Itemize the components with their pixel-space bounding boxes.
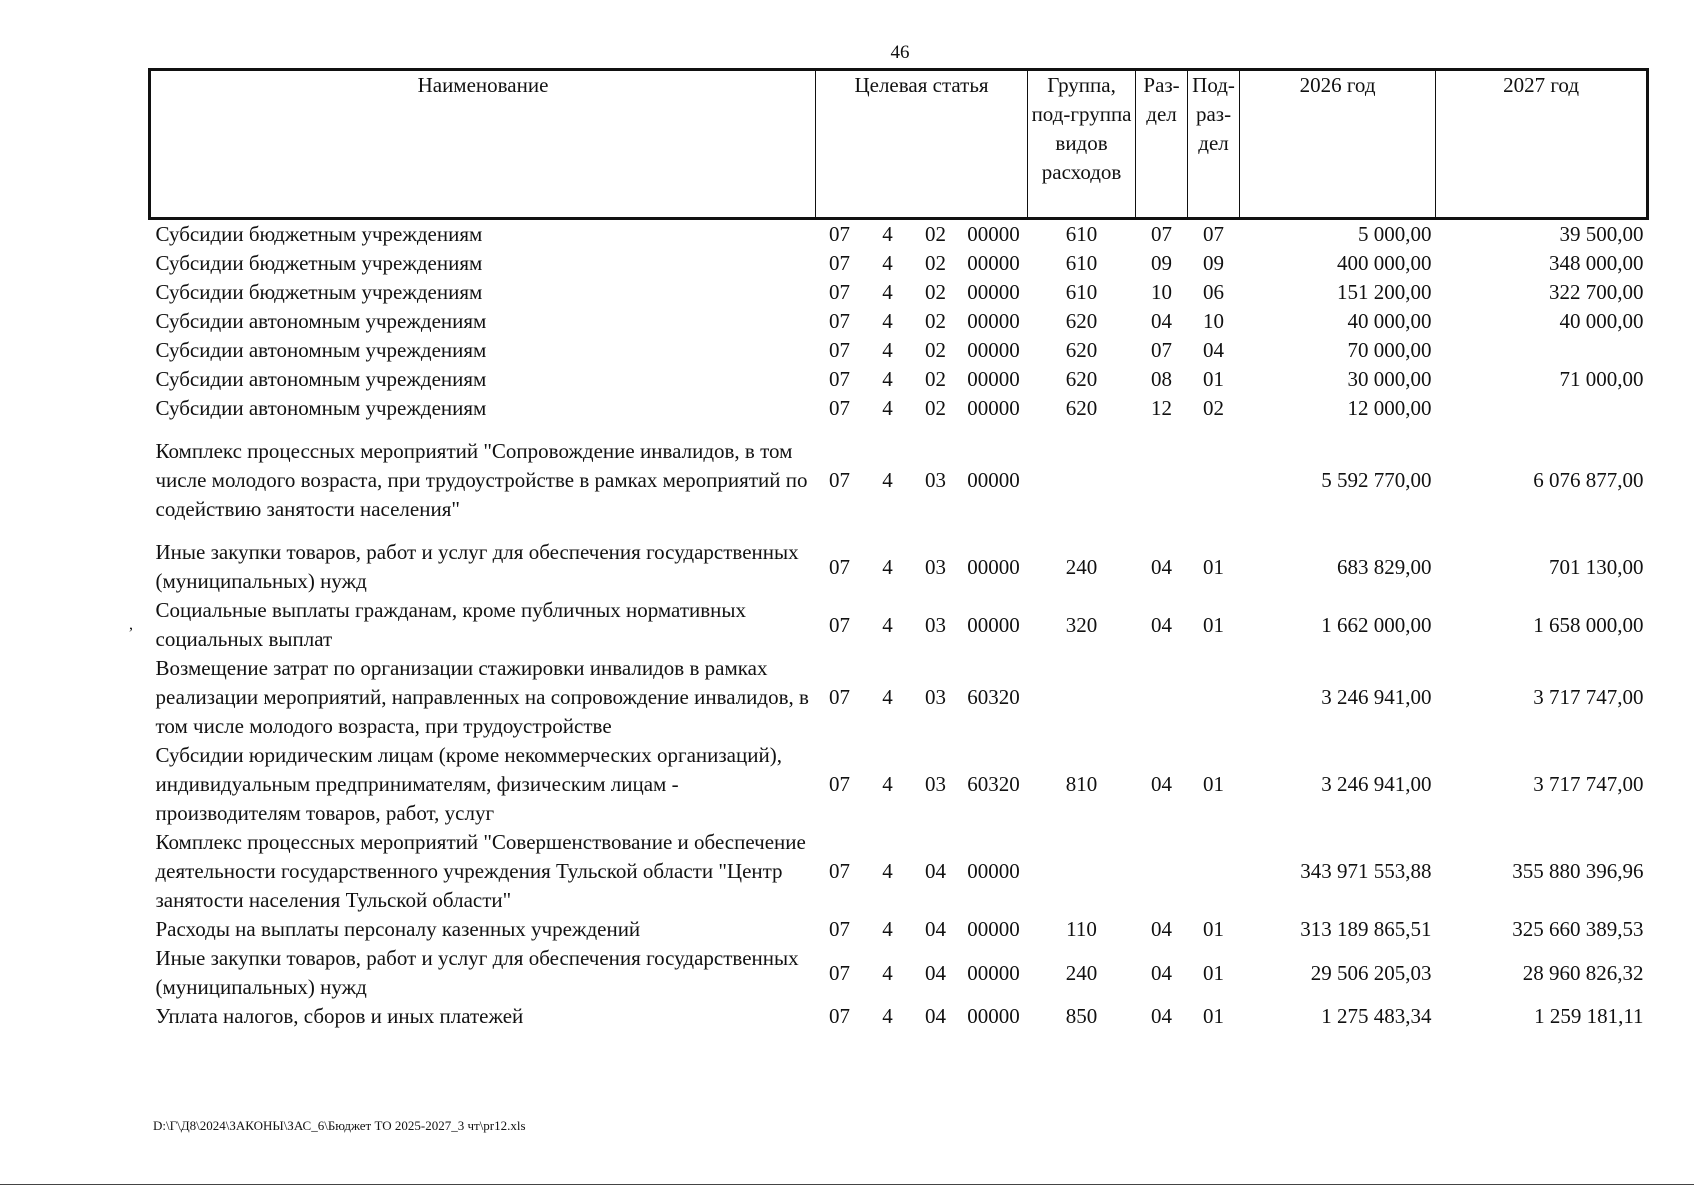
cell-target-complex: 02 xyxy=(925,367,946,391)
cell-section: 08 xyxy=(1151,367,1173,391)
cell-target-type: 4 xyxy=(882,612,893,637)
cell-target-direction: 60320 xyxy=(967,685,1020,709)
cell-target-type: 4 xyxy=(882,309,893,333)
cell-target-program: 07 xyxy=(829,396,850,420)
cell-subsection: 02 xyxy=(1203,396,1225,420)
cell-name: Субсидии автономным учреждениям xyxy=(155,309,487,333)
cell-target-direction: 00000 xyxy=(967,367,1020,391)
cell-name: Субсидии автономным учреждениям xyxy=(155,396,487,420)
cell-target-type: 4 xyxy=(882,367,893,391)
cell-amount-2026: 313 189 865,51 xyxy=(1300,917,1432,941)
cell-name: Комплекс процессных мероприятий "Совершенствование и обеспечение деятельности государственного учреждения Тульской области "Центр занятости населения Тульской области" xyxy=(155,830,806,912)
table-row xyxy=(150,394,1648,423)
cell-expense-group: 620 xyxy=(1065,396,1098,420)
cell-section: 04 xyxy=(1151,960,1173,985)
cell-target-program: 07 xyxy=(829,554,850,579)
cell-amount-2027: 6 076 877,00 xyxy=(1533,468,1644,492)
cell-expense-group: 610 xyxy=(1065,280,1098,304)
cell-amount-2027: 71 000,00 xyxy=(1559,367,1644,391)
cell-amount-2026: 3 246 941,00 xyxy=(1321,772,1432,796)
cell-name: Субсидии бюджетным учреждениям xyxy=(155,222,483,246)
cell-section xyxy=(1136,654,1188,741)
table-row xyxy=(150,915,1648,944)
cell-amount-2026: 1 662 000,00 xyxy=(1321,612,1432,637)
cell-target-direction: 00000 xyxy=(967,309,1020,333)
cell-target-direction: 00000 xyxy=(967,222,1020,246)
cell-expense-group: 240 xyxy=(1065,960,1098,985)
cell-target-direction: 00000 xyxy=(967,917,1020,941)
cell-subsection: 10 xyxy=(1203,309,1225,333)
cell-amount-2026: 343 971 553,88 xyxy=(1300,859,1432,883)
cell-target-program: 07 xyxy=(829,960,850,985)
cell-expense-group: 610 xyxy=(1065,251,1098,275)
table-row xyxy=(150,219,1648,250)
table-row xyxy=(150,741,1648,828)
cell-expense-group: 320 xyxy=(1065,612,1098,637)
header-group: Группа, под-группа видов расходов xyxy=(1028,70,1136,219)
table-row xyxy=(150,596,1648,654)
budget-table xyxy=(148,68,1649,1031)
cell-target-type: 4 xyxy=(882,685,893,709)
cell-expense-group xyxy=(1028,423,1136,524)
table-row xyxy=(150,423,1648,524)
cell-subsection xyxy=(1188,828,1240,915)
cell-amount-2027: 1 658 000,00 xyxy=(1533,612,1644,637)
cell-subsection: 01 xyxy=(1203,1004,1225,1028)
header-name: Наименование xyxy=(150,70,816,219)
cell-target-complex: 03 xyxy=(925,554,946,579)
cell-amount-2026: 12 000,00 xyxy=(1347,396,1432,420)
cell-target-complex: 03 xyxy=(925,468,946,492)
cell-name: Социальные выплаты гражданам, кроме публичных нормативных социальных выплат xyxy=(155,598,747,651)
cell-subsection: 01 xyxy=(1203,772,1225,796)
cell-subsection: 01 xyxy=(1203,612,1225,637)
cell-name: Расходы на выплаты персоналу казенных учреждений xyxy=(155,917,641,941)
cell-amount-2027: 322 700,00 xyxy=(1549,280,1644,304)
cell-amount-2027 xyxy=(1436,336,1648,365)
header-year-2027: 2027 год xyxy=(1436,70,1648,219)
cell-subsection xyxy=(1188,654,1240,741)
cell-target-direction: 00000 xyxy=(967,554,1020,579)
cell-target-direction: 00000 xyxy=(967,396,1020,420)
cell-expense-group xyxy=(1028,654,1136,741)
cell-target-type: 4 xyxy=(882,554,893,579)
cell-target-complex: 04 xyxy=(925,859,946,883)
cell-target-program: 07 xyxy=(829,367,850,391)
cell-target-program: 07 xyxy=(829,1004,850,1028)
cell-section: 10 xyxy=(1151,280,1173,304)
cell-target-direction: 00000 xyxy=(967,468,1020,492)
cell-target-direction: 60320 xyxy=(967,772,1020,796)
header-subsection: Под-раз-дел xyxy=(1188,70,1240,219)
cell-amount-2026: 70 000,00 xyxy=(1347,338,1432,362)
bottom-rule xyxy=(0,1184,1694,1185)
table-row xyxy=(150,278,1648,307)
cell-target-complex: 02 xyxy=(925,251,946,275)
cell-section xyxy=(1136,828,1188,915)
header-section: Раз-дел xyxy=(1136,70,1188,219)
cell-target-type: 4 xyxy=(882,772,893,796)
cell-target-direction: 00000 xyxy=(967,338,1020,362)
cell-section: 09 xyxy=(1151,251,1173,275)
cell-amount-2026: 1 275 483,34 xyxy=(1321,1004,1432,1028)
cell-amount-2026: 3 246 941,00 xyxy=(1321,685,1432,709)
cell-expense-group xyxy=(1028,828,1136,915)
margin-mark: , xyxy=(129,616,133,633)
header-year-2026: 2026 год xyxy=(1240,70,1436,219)
cell-target-complex: 03 xyxy=(925,685,946,709)
cell-amount-2027: 701 130,00 xyxy=(1549,554,1644,579)
cell-expense-group: 110 xyxy=(1066,917,1097,941)
header-target: Целевая статья xyxy=(816,70,1028,219)
table-row xyxy=(150,654,1648,741)
cell-target-type: 4 xyxy=(882,280,893,304)
page-number: 46 xyxy=(890,42,910,63)
cell-expense-group: 610 xyxy=(1065,222,1098,246)
cell-target-type: 4 xyxy=(882,859,893,883)
cell-section xyxy=(1136,423,1188,524)
cell-target-complex: 04 xyxy=(925,1004,946,1028)
cell-target-complex: 02 xyxy=(925,222,946,246)
table-row xyxy=(150,1002,1648,1031)
cell-target-type: 4 xyxy=(882,1004,893,1028)
cell-target-program: 07 xyxy=(829,222,850,246)
cell-name: Иные закупки товаров, работ и услуг для обеспечения государственных (муниципальных) нужд xyxy=(155,946,799,999)
cell-target-complex: 04 xyxy=(925,917,946,941)
table-row xyxy=(150,307,1648,336)
cell-section: 04 xyxy=(1151,554,1173,579)
cell-target-complex: 03 xyxy=(925,612,946,637)
cell-target-program: 07 xyxy=(829,251,850,275)
cell-target-program: 07 xyxy=(829,309,850,333)
cell-section: 04 xyxy=(1151,612,1173,637)
cell-name: Иные закупки товаров, работ и услуг для обеспечения государственных (муниципальных) нужд xyxy=(155,540,799,593)
table-row xyxy=(150,249,1648,278)
cell-subsection: 06 xyxy=(1203,280,1225,304)
cell-expense-group: 240 xyxy=(1065,554,1098,579)
cell-target-complex: 03 xyxy=(925,772,946,796)
cell-name: Субсидии бюджетным учреждениям xyxy=(155,251,483,275)
cell-amount-2027: 1 259 181,11 xyxy=(1534,1004,1644,1028)
cell-target-complex: 02 xyxy=(925,338,946,362)
cell-target-direction: 00000 xyxy=(967,280,1020,304)
cell-section: 04 xyxy=(1151,917,1173,941)
cell-target-program: 07 xyxy=(829,468,850,492)
cell-target-type: 4 xyxy=(882,960,893,985)
cell-target-complex: 04 xyxy=(925,960,946,985)
cell-name: Субсидии юридическим лицам (кроме некоммерческих организаций), индивидуальным предпринимателям, физическим лицам - производителям товаров, работ, услуг xyxy=(155,743,782,825)
cell-subsection: 01 xyxy=(1203,960,1225,985)
cell-amount-2026: 40 000,00 xyxy=(1347,309,1432,333)
cell-subsection: 04 xyxy=(1203,338,1225,362)
cell-target-type: 4 xyxy=(882,917,893,941)
cell-expense-group: 620 xyxy=(1065,367,1098,391)
cell-name: Субсидии автономным учреждениям xyxy=(155,367,487,391)
cell-target-direction: 00000 xyxy=(967,1004,1020,1028)
table-row xyxy=(150,524,1648,596)
table-row xyxy=(150,365,1648,394)
cell-target-complex: 02 xyxy=(925,396,946,420)
cell-amount-2027: 3 717 747,00 xyxy=(1533,685,1644,709)
cell-subsection: 01 xyxy=(1203,554,1225,579)
cell-expense-group: 620 xyxy=(1065,309,1098,333)
table-row xyxy=(150,944,1648,1002)
cell-section: 04 xyxy=(1151,1004,1173,1028)
cell-section: 04 xyxy=(1151,772,1173,796)
cell-expense-group: 620 xyxy=(1065,338,1098,362)
cell-amount-2027: 28 960 826,32 xyxy=(1522,960,1644,985)
cell-subsection: 01 xyxy=(1203,917,1225,941)
cell-name: Возмещение затрат по организации стажировки инвалидов в рамках реализации мероприятий, направленных на сопровождение инвалидов, в том числе молодого возраста, при трудоустройстве xyxy=(155,656,809,738)
cell-amount-2026: 683 829,00 xyxy=(1337,554,1432,579)
cell-amount-2026: 30 000,00 xyxy=(1347,367,1432,391)
cell-target-program: 07 xyxy=(829,772,850,796)
cell-name: Субсидии бюджетным учреждениям xyxy=(155,280,483,304)
cell-target-direction: 00000 xyxy=(967,612,1020,637)
cell-expense-group: 850 xyxy=(1065,1004,1098,1028)
cell-target-program: 07 xyxy=(829,859,850,883)
cell-amount-2026: 400 000,00 xyxy=(1337,251,1432,275)
cell-amount-2026: 29 506 205,03 xyxy=(1310,960,1432,985)
cell-target-complex: 02 xyxy=(925,309,946,333)
cell-section: 07 xyxy=(1151,338,1173,362)
cell-target-program: 07 xyxy=(829,685,850,709)
cell-subsection: 01 xyxy=(1203,367,1225,391)
cell-name: Субсидии автономным учреждениям xyxy=(155,338,487,362)
cell-subsection: 09 xyxy=(1203,251,1225,275)
cell-section: 04 xyxy=(1151,309,1173,333)
cell-target-type: 4 xyxy=(882,468,893,492)
cell-name: Уплата налогов, сборов и иных платежей xyxy=(155,1004,524,1028)
cell-target-type: 4 xyxy=(882,251,893,275)
cell-amount-2026: 5 000,00 xyxy=(1358,222,1432,246)
cell-amount-2027: 355 880 396,96 xyxy=(1512,859,1644,883)
cell-section: 12 xyxy=(1151,396,1173,420)
cell-amount-2026: 5 592 770,00 xyxy=(1321,468,1432,492)
cell-amount-2026: 151 200,00 xyxy=(1337,280,1432,304)
cell-subsection: 07 xyxy=(1203,222,1225,246)
cell-target-direction: 00000 xyxy=(967,960,1020,985)
cell-target-direction: 00000 xyxy=(967,251,1020,275)
cell-amount-2027: 39 500,00 xyxy=(1559,222,1644,246)
cell-name: Комплекс процессных мероприятий "Сопровождение инвалидов, в том числе молодого возраста, при трудоустройстве в рамках мероприятий по содействию занятости населения" xyxy=(155,439,808,521)
cell-target-program: 07 xyxy=(829,280,850,304)
cell-target-complex: 02 xyxy=(925,280,946,304)
cell-target-program: 07 xyxy=(829,917,850,941)
cell-target-type: 4 xyxy=(882,338,893,362)
cell-subsection xyxy=(1188,423,1240,524)
file-path: D:\Г\Д8\2024\ЗАКОНЫ\ЗАС_6\Бюджет ТО 2025-2027_3 чт\pr12.xls xyxy=(153,1118,526,1133)
table-row xyxy=(150,336,1648,365)
cell-target-program: 07 xyxy=(829,338,850,362)
cell-target-direction: 00000 xyxy=(967,859,1020,883)
cell-amount-2027: 40 000,00 xyxy=(1559,309,1644,333)
cell-amount-2027: 348 000,00 xyxy=(1549,251,1644,275)
cell-expense-group: 810 xyxy=(1065,772,1098,796)
cell-target-type: 4 xyxy=(882,222,893,246)
cell-target-program: 07 xyxy=(829,612,850,637)
table-header xyxy=(150,70,1648,219)
cell-amount-2027: 3 717 747,00 xyxy=(1533,772,1644,796)
cell-amount-2027 xyxy=(1436,394,1648,423)
cell-target-type: 4 xyxy=(882,396,893,420)
cell-section: 07 xyxy=(1151,222,1173,246)
table-body xyxy=(150,219,1648,1032)
table-row xyxy=(150,828,1648,915)
cell-amount-2027: 325 660 389,53 xyxy=(1512,917,1644,941)
